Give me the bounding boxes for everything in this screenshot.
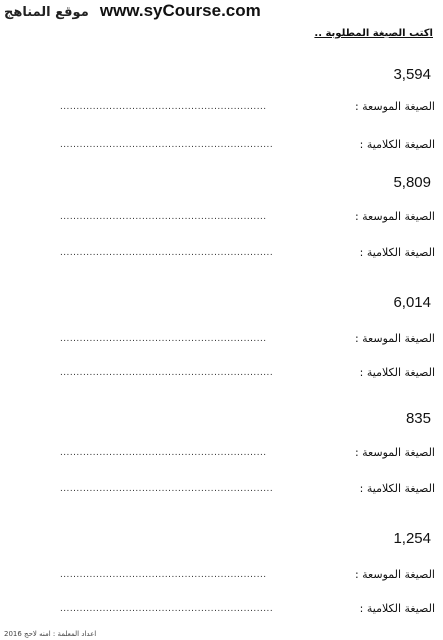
answer-blank[interactable]: ............................................................... xyxy=(60,569,267,580)
expanded-form-label: الصيغة الموسعة : xyxy=(354,446,435,459)
answer-blank[interactable]: ................................................................. xyxy=(60,603,274,614)
answer-blank[interactable]: ................................................................. xyxy=(60,139,274,150)
site-watermark xyxy=(4,0,261,22)
problem-number: 3,594 xyxy=(393,66,431,83)
word-form-label: الصيغة الكلامية : xyxy=(359,366,435,379)
answer-blank[interactable]: ................................................................. xyxy=(60,483,274,494)
expanded-form-row[interactable] xyxy=(60,208,435,224)
problem-number: 5,809 xyxy=(393,174,431,191)
expanded-form-row[interactable] xyxy=(60,444,435,460)
expanded-form-row[interactable] xyxy=(60,566,435,582)
expanded-form-label: الصيغة الموسعة : xyxy=(354,210,435,223)
word-form-row[interactable] xyxy=(60,136,435,152)
footer-credit: اعداد المعلمة : امنه لاحج 2016 xyxy=(4,630,97,638)
site-name-arabic: موقع المناهج xyxy=(4,5,89,20)
word-form-row[interactable] xyxy=(60,244,435,260)
word-form-row[interactable] xyxy=(60,480,435,496)
word-form-label: الصيغة الكلامية : xyxy=(359,138,435,151)
problem-number: 6,014 xyxy=(393,294,431,311)
site-url: www.syCourse.com xyxy=(99,1,261,20)
expanded-form-label: الصيغة الموسعة : xyxy=(354,568,435,581)
expanded-form-label: الصيغة الموسعة : xyxy=(354,100,435,113)
answer-blank[interactable]: ............................................................... xyxy=(60,333,267,344)
problem-number: 1,254 xyxy=(393,530,431,547)
answer-blank[interactable]: ............................................................... xyxy=(60,211,267,222)
answer-blank[interactable]: ................................................................. xyxy=(60,247,274,258)
answer-blank[interactable]: ............................................................... xyxy=(60,447,267,458)
word-form-label: الصيغة الكلامية : xyxy=(359,602,435,615)
word-form-label: الصيغة الكلامية : xyxy=(359,482,435,495)
problem-number: 835 xyxy=(405,410,431,427)
word-form-row[interactable] xyxy=(60,364,435,380)
word-form-row[interactable] xyxy=(60,600,435,616)
word-form-label: الصيغة الكلامية : xyxy=(359,246,435,259)
expanded-form-row[interactable] xyxy=(60,98,435,114)
answer-blank[interactable]: ................................................................. xyxy=(60,367,274,378)
expanded-form-label: الصيغة الموسعة : xyxy=(354,332,435,345)
answer-blank[interactable]: ............................................................... xyxy=(60,101,267,112)
expanded-form-row[interactable] xyxy=(60,330,435,346)
instruction-heading: اكتب الصيغة المطلوبة .. xyxy=(314,28,433,39)
